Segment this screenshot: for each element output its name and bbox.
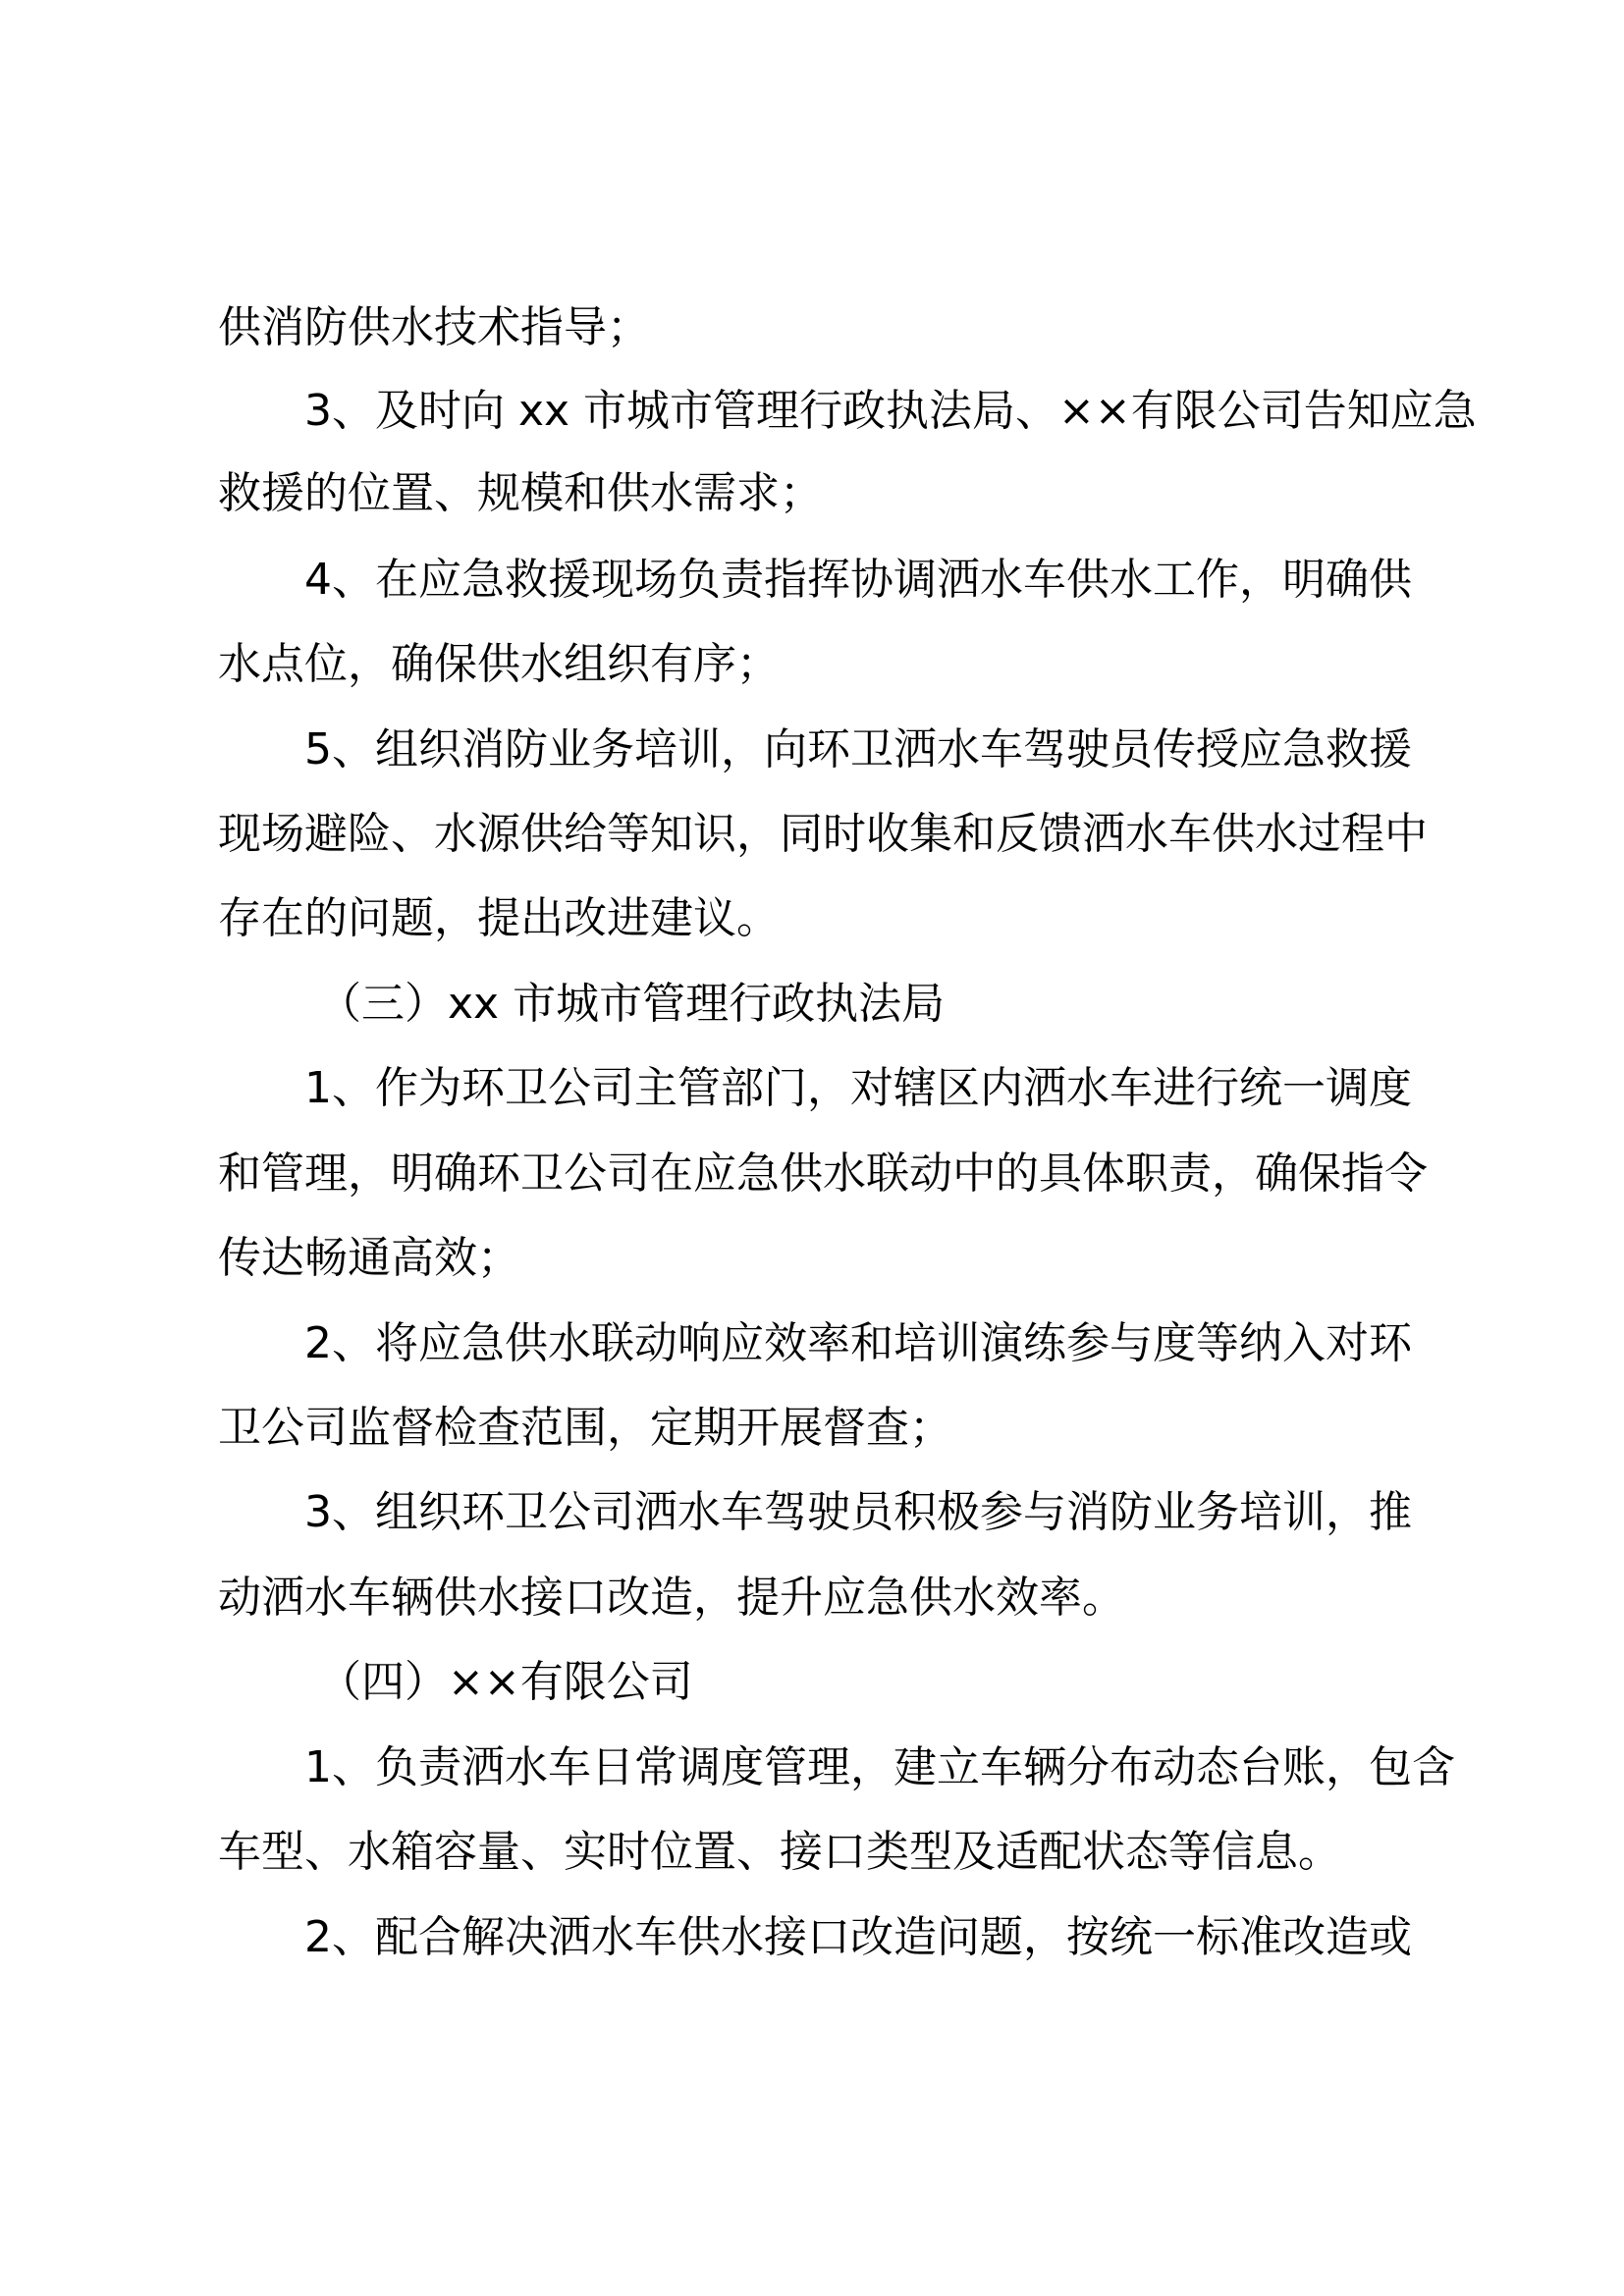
paragraph-line: 3、组织环卫公司洒水车驾驶员积极参与消防业务培训，推 <box>304 1487 1412 1537</box>
paragraph-line: 存在的问题，提出改进建议。 <box>218 893 780 943</box>
paragraph-line: 5、组织消防业务培训，向环卫洒水车驾驶员传授应急救援 <box>304 724 1412 774</box>
paragraph-line: 3、及时向 xx 市城市管理行政执法局、××有限公司告知应急 <box>304 386 1477 436</box>
paragraph-line: 和管理，明确环卫公司在应急供水联动中的具体职责，确保指令 <box>218 1148 1428 1199</box>
paragraph-line: 4、在应急救援现场负责指挥协调洒水车供水工作，明确供 <box>304 555 1412 605</box>
paragraph-line: 供消防供水技术指导； <box>218 302 650 352</box>
paragraph-line: 卫公司监督检查范围，定期开展督查； <box>218 1403 952 1453</box>
paragraph-line: 1、作为环卫公司主管部门，对辖区内洒水车进行统一调度 <box>304 1063 1412 1113</box>
paragraph-line: 现场避险、水源供给等知识，同时收集和反馈洒水车供水过程中 <box>218 809 1428 859</box>
section-heading: （四）××有限公司 <box>318 1657 693 1707</box>
paragraph-line: 1、负责洒水车日常调度管理，建立车辆分布动态台账，包含 <box>304 1742 1455 1792</box>
paragraph-line: 动洒水车辆供水接口改造，提升应急供水效率。 <box>218 1573 1125 1623</box>
paragraph-line: 救援的位置、规模和供水需求； <box>218 468 823 518</box>
paragraph-line: 2、配合解决洒水车供水接口改造问题，按统一标准改造或 <box>304 1912 1412 1962</box>
paragraph-line: 传达畅通高效； <box>218 1233 520 1283</box>
paragraph-line: 车型、水箱容量、实时位置、接口类型及适配状态等信息。 <box>218 1827 1341 1877</box>
section-heading: （三）xx 市城市管理行政执法局 <box>318 979 946 1029</box>
paragraph-line: 水点位，确保供水组织有序； <box>218 639 780 689</box>
paragraph-line: 2、将应急供水联动响应效率和培训演练参与度等纳入对环 <box>304 1318 1412 1368</box>
